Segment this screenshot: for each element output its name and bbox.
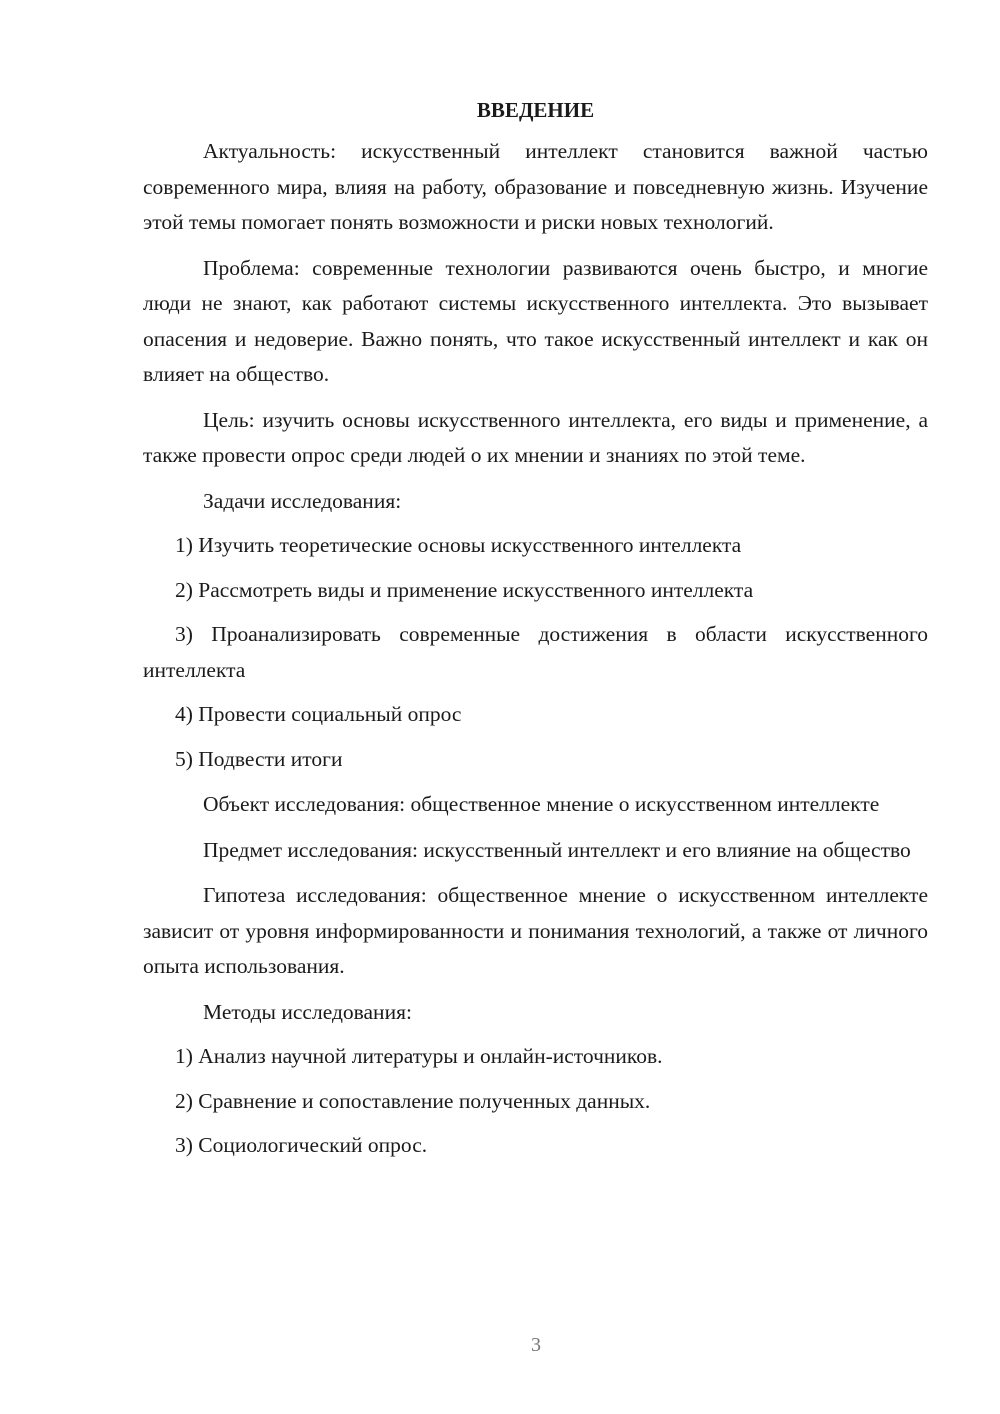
page-title: ВВЕДЕНИЕ (476, 98, 595, 122)
paragraph-object: Объект исследования: общественное мнение о искусственном интеллекте (203, 792, 880, 816)
list-item-task-4: 4) Провести социальный опрос (175, 702, 462, 726)
paragraph-hypothesis: Гипотеза исследования: общественное мнение о искусственном интеллекте зависит от уровня информированности и понимания технологий, а также от личного опыта использования. (143, 883, 928, 978)
page-number: 3 (531, 1334, 541, 1356)
paragraph-methods-heading: Методы исследования: (203, 999, 412, 1024)
paragraph-goal: Цель: изучить основы искусственного интеллекта, его виды и применение, а также провести опрос среди людей о их мнении и знаниях по этой теме. (143, 407, 928, 467)
paragraph-problem: Проблема: современные технологии развиваются очень быстро, и многие люди не знают, как работают системы искусственного интеллекта. Это вызывает опасения и недоверие. Важно понять, что такое искусственный интеллект и как он влияет на общество. (143, 255, 928, 386)
paragraph-tasks-heading: Задачи исследования: (203, 488, 402, 513)
list-item-task-5: 5) Подвести итоги (175, 746, 343, 771)
list-item-method-1: 1) Анализ научной литературы и онлайн-источников. (175, 1044, 663, 1068)
list-item-task-2: 2) Рассмотреть виды и применение искусственного интеллекта (175, 577, 754, 602)
list-item-task-3: 3) Проанализировать современные достижения в области искусственного интеллекта (143, 622, 928, 682)
paragraph-subject: Предмет исследования: искусственный интеллект и его влияние на общество (203, 837, 911, 862)
paragraph-relevance: Актуальность: искусственный интеллект становится важной частью современного мира, влияя на работу, образование и повседневную жизнь. Изучение этой темы помогает понять возможности и риски новых технологий. (143, 139, 928, 234)
list-item-method-3: 3) Социологический опрос. (175, 1133, 428, 1157)
document-page (143, 96, 928, 1164)
list-item-method-2: 2) Сравнение и сопоставление полученных данных. (175, 1088, 651, 1113)
list-item-task-1: 1) Изучить теоретические основы искусственного интеллекта (175, 533, 742, 557)
